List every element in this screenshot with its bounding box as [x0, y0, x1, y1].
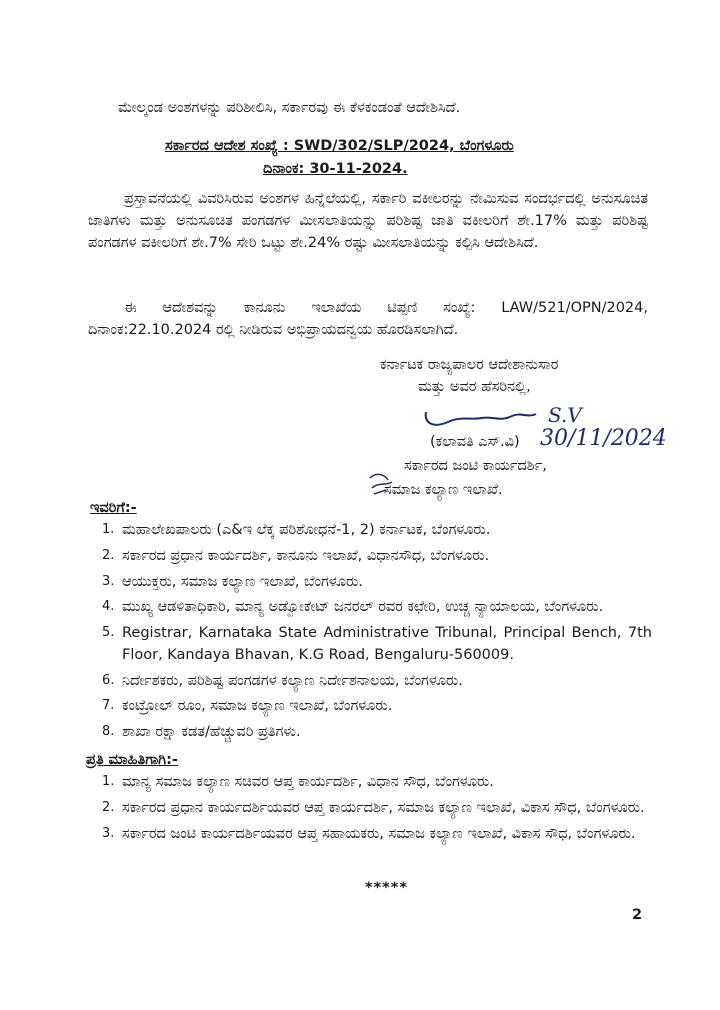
- list-item-text: ಮಹಾಲೇಖಪಾಲರು (ಎ&ಇ ಲೆಕ್ಕ ಪರಿಶೋಧನೆ-1, 2) ಕರ್ನಾಟಕ, ಬೆಂಗಳೂರು.: [122, 522, 491, 538]
- list-item: [92, 520, 652, 542]
- officer-designation: ಸರ್ಕಾರದ ಜಂಟಿ ಕಾರ್ಯದರ್ಶಿ,: [404, 458, 547, 474]
- list-item: [92, 722, 652, 744]
- list-item: [92, 546, 652, 568]
- body-paragraph-1: [88, 189, 648, 254]
- authority-block: [380, 355, 558, 399]
- page-number: 2: [632, 907, 643, 923]
- list-item-text: ಮಾನ್ಯ ಸಮಾಜ ಕಲ್ಯಾಣ ಸಚಿವರ ಆಪ್ತ ಕಾರ್ಯದರ್ಶಿ, ವಿಧಾನ ಸೌಧ, ಬೆಂಗಳೂರು.: [122, 774, 494, 790]
- list-item-number: 6.: [102, 672, 115, 688]
- list-item-text: ಮುಖ್ಯ ಆಡಳಿತಾಧಿಕಾರಿ, ಮಾನ್ಯ ಅಡ್ವೋಕೇಟ್ ಜನರಲ್ ರವರ ಕಛೇರಿ, ಉಚ್ಚ ನ್ಯಾಯಾಲಯ, ಬೆಂಗಳೂರು.: [122, 599, 604, 616]
- list-item-number: 7.: [102, 698, 115, 714]
- list-item-text: ಸರ್ಕಾರದ ಪ್ರಧಾನ ಕಾರ್ಯದರ್ಶಿ, ಕಾನೂನು ಇಲಾಖೆ, ವಿಧಾನಸೌಧ, ಬೆಂಗಳೂರು.: [122, 547, 490, 564]
- officer-name: (ಕಲಾವತಿ ಎಸ್.ವಿ): [430, 434, 520, 450]
- list-item-text: ನಿರ್ದೇಶಕರು, ಪರಿಶಿಷ್ಟ ಪಂಗಡಗಳ ಕಲ್ಯಾಣ ನಿರ್ದೇಶನಾಲಯ, ಬೆಂಗಳೂರು.: [122, 672, 463, 689]
- list-item-text: ಆಯುಕ್ತರು, ಸಮಾಜ ಕಲ್ಯಾಣ ಇಲಾಖೆ, ಬೆಂಗಳೂರು.: [122, 573, 363, 590]
- list-item-text: ಸರ್ಕಾರದ ಜಂಟಿ ಕಾರ್ಯದರ್ಶಿಯವರ ಆಪ್ತ ಸಹಾಯಕರು, ಸಮಾಜ ಕಲ್ಯಾಣ ಇಲಾಖೆ, ವಿಕಾಸ ಸೌಧ, ಬೆಂಗಳೂರು.: [122, 825, 636, 842]
- list-item-text: ಕಂಟ್ರೋಲ್ ರೂಂ, ಸಮಾಜ ಕಲ್ಯಾಣ ಇಲಾಖೆ, ಬೆಂಗಳೂರು.: [122, 698, 393, 715]
- list-item-number: 2.: [102, 799, 115, 815]
- officer-department: ಸಮಾಜ ಕಲ್ಯಾಣ ಇಲಾಖೆ.: [384, 482, 503, 498]
- signature-date: 30/11/2024: [540, 426, 667, 451]
- recipients-list: [92, 520, 652, 748]
- copy-info-heading: ಪ್ರತಿ ಮಾಹಿತಿಗಾಗಿ:-: [86, 752, 178, 768]
- signature-scrawl: [420, 406, 540, 434]
- recipients-heading: ಇವರಿಗೆ:-: [90, 500, 137, 516]
- intro-text: ಮೇಲ್ಕಂಡ ಅಂಶಗಳನ್ನು ಪರಿಶೀಲಿಸಿ, ಸರ್ಕಾರವು ಈ ಕೆಳಕಂಡಂತೆ ಆದೇಶಿಸಿದೆ.: [118, 100, 461, 116]
- authority-line-2: ಮತ್ತು ಅವರ ಹೆಸರಿನಲ್ಲಿ,: [418, 378, 531, 395]
- list-item-number: 1.: [102, 522, 115, 537]
- list-item: [92, 772, 652, 794]
- list-item: [92, 572, 652, 594]
- list-item: [92, 597, 652, 619]
- list-item-number: 4.: [102, 599, 115, 615]
- body-paragraph-1-text: ಪ್ರಸ್ತಾವನೆಯಲ್ಲಿ ವಿವರಿಸಿರುವ ಅಂಶಗಳ ಹಿನ್ನೆಲೆಯಲ್ಲಿ, ಸರ್ಕಾರಿ ವಕೀಲರನ್ನು ನೇಮಿಸುವ ಸಂದರ್ಭದಲ್ಲಿ ಅನುಸೂಚಿತ ಜಾತಿಗಳು ಮತ್ತು ಅನುಸೂಚಿತ ಪಂಗಡಗಳ ಮೀಸಲಾತಿಯನ್ನು ಪರಿಶಿಷ್ಟ ಜಾತಿ ವಕೀಲರಿಗೆ ಶೇ.17% ಮತ್ತು ಪರಿಶಿಷ್ಟ ಪಂಗಡಗಳ ವಕೀಲರಿಗೆ ಶೇ.7% ಸೇರಿ ಒಟ್ಟು ಶೇ.24% ರಷ್ಟು ಮೀಸಲಾತಿಯನ್ನು ಕಲ್ಪಿಸಿ ಆದೇಶಿಸಿದೆ.: [88, 191, 648, 251]
- end-mark: *****: [365, 880, 408, 896]
- list-item-text: Registrar, Karnataka State Administrative Tribunal, Principal Bench, 7th Floor, Kandaya Bhavan, K.G Road, Bengaluru-560009.: [122, 625, 652, 663]
- copy-info-list: [92, 772, 652, 849]
- list-item-number: 2.: [102, 547, 115, 563]
- list-item-number: 3.: [102, 825, 115, 841]
- signature-initials: S.V: [548, 403, 582, 427]
- list-item-number: 1.: [102, 774, 115, 789]
- list-item-number: 3.: [102, 573, 115, 589]
- body-paragraph-2-text: ಈ ಆದೇಶವನ್ನು ಕಾನೂನು ಇಲಾಖೆಯ ಟಿಪ್ಪಣಿ ಸಂಖ್ಯೆ: LAW/521/OPN/2024, ದಿನಾಂಕ:22.10.2024 ರಲ್ಲಿ ನೀಡಿರುವ ಅಭಿಪ್ರಾಯದನ್ವಯ ಹೊರಡಿಸಲಾಗಿದೆ.: [88, 300, 648, 338]
- list-item: [92, 623, 652, 667]
- list-item: [92, 671, 652, 693]
- list-item-number: 8.: [102, 724, 115, 739]
- list-item-text: ಶಾಖಾ ರಕ್ಷಾ ಕಡತ/ಹೆಚ್ಚುವರಿ ಪ್ರತಿಗಳು.: [122, 724, 301, 740]
- authority-line-1: ಕರ್ನಾಟಕ ರಾಜ್ಯಪಾಲರ ಆದೇಶಾನುಸಾರ: [380, 357, 559, 373]
- list-item: [92, 824, 652, 846]
- order-number: ಸರ್ಕಾರದ ಆದೇಶ ಸಂಖ್ಯೆ : SWD/302/SLP/2024, ಬೆಂಗಳೂರು: [165, 138, 514, 154]
- list-item: [92, 696, 652, 718]
- list-item: [92, 798, 652, 820]
- body-paragraph-2: [88, 298, 648, 342]
- list-item-number: 5.: [102, 625, 115, 640]
- order-date: ದಿನಾಂಕ: 30-11-2024.: [263, 161, 408, 177]
- list-item-text: ಸರ್ಕಾರದ ಪ್ರಧಾನ ಕಾರ್ಯದರ್ಶಿಯವರ ಆಪ್ತ ಕಾರ್ಯದರ್ಶಿ, ಸಮಾಜ ಕಲ್ಯಾಣ ಇಲಾಖೆ, ವಿಕಾಸ ಸೌಧ, ಬೆಂಗಳೂರು.: [122, 799, 645, 816]
